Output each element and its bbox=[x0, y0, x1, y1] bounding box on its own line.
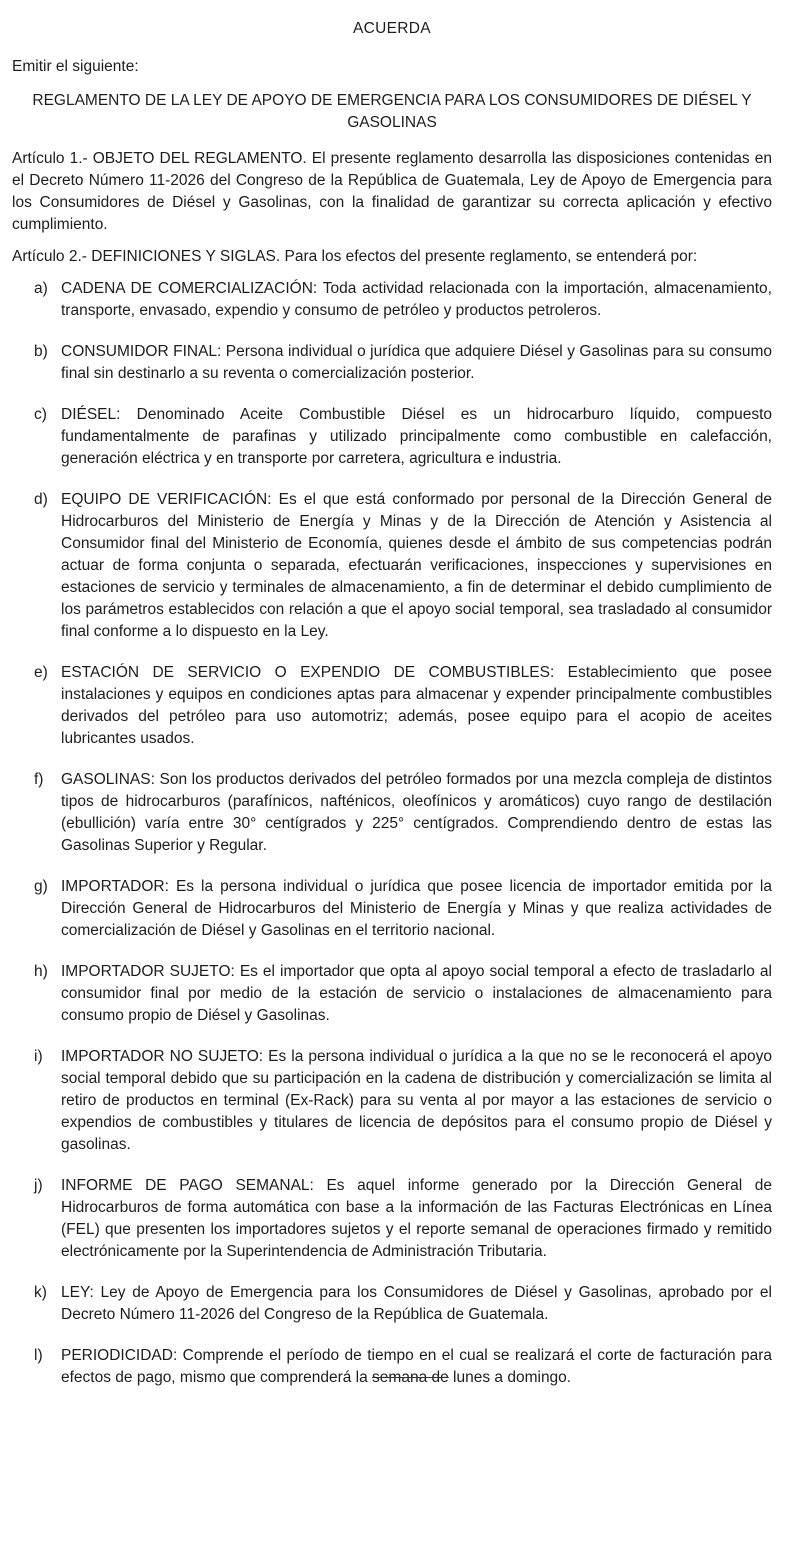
definition-text-before: Comprende el período de tiempo en el cual se realizará el corte de facturación para efectos de pago, mismo que comprenderá la bbox=[61, 1347, 772, 1386]
document-heading: ACUERDA bbox=[353, 20, 431, 37]
definition-marker: f) bbox=[34, 771, 44, 788]
article-2-label: Artículo 2.- DEFINICIONES Y SIGLAS. bbox=[12, 248, 281, 265]
definition-text: Es el importador que opta al apoyo social temporal a efecto de trasladarlo al consumidor final por medio de la estación de servicio o instalaciones de almacenamiento para consumo propio de Diésel y Gasolinas. bbox=[61, 963, 772, 1024]
definition-term: CADENA DE COMERCIALIZACIÓN: bbox=[61, 280, 318, 297]
definition-term: IMPORTADOR SUJETO: bbox=[61, 963, 235, 980]
definition-text: Establecimiento que posee instalaciones y equipos en condiciones aptas para almacenar y expender principalmente combustibles derivados del petróleo para uso automotriz; además, posee equipo para el acopio de aceites lubricantes usados. bbox=[61, 664, 773, 747]
definition-item-b bbox=[12, 341, 772, 385]
definitions-list bbox=[12, 278, 772, 1389]
article-1 bbox=[12, 148, 772, 236]
definition-item-e bbox=[12, 662, 772, 750]
intro-line: Emitir el siguiente: bbox=[12, 58, 139, 75]
definition-text-after: lunes a domingo. bbox=[448, 1369, 572, 1386]
definition-marker: j) bbox=[34, 1177, 43, 1194]
definition-marker: l) bbox=[34, 1347, 43, 1364]
definition-text: Es el que está conformado por personal de la Dirección General de Hidrocarburos del Ministerio de Energía y Minas y de la Dirección de Atención y Asistencia al Consumidor final del Ministerio de Economía, quienes desde el ámbito de sus competencias podrán actuar de forma conjunta o separada, efectuarán verificaciones, inspecciones y supervisiones en estaciones de servicio y terminales de almacenamiento, a fin de determinar el debido cumplimiento de los parámetros establecidos con relación a que el apoyo social temporal, sea trasladado al consumidor final conforme a lo dispuesto en la Ley. bbox=[61, 491, 772, 640]
definition-item-l bbox=[12, 1345, 772, 1389]
article-1-text: El presente reglamento desarrolla las disposiciones contenidas en el Decreto Número 11-2026 del Congreso de la República de Guatemala, Ley de Apoyo de Emergencia para los Consumidores de Diésel y Gasolinas, con la finalidad de garantizar su correcta aplicación y efectivo cumplimiento. bbox=[12, 150, 772, 233]
definition-term: CONSUMIDOR FINAL: bbox=[61, 343, 222, 360]
definition-text: Persona individual o jurídica que adquiere Diésel y Gasolinas para su consumo final sin destinarlo a su reventa o comercialización posterior. bbox=[61, 343, 773, 382]
definition-item-g bbox=[12, 876, 772, 942]
regulation-title: REGLAMENTO DE LA LEY DE APOYO DE EMERGENCIA PARA LOS CONSUMIDORES DE DIÉSEL Y GASOLINAS bbox=[32, 92, 752, 131]
definition-item-h bbox=[12, 961, 772, 1027]
definition-item-i bbox=[12, 1046, 772, 1156]
definition-term: EQUIPO DE VERIFICACIÓN: bbox=[61, 491, 272, 508]
definition-marker: i) bbox=[34, 1048, 43, 1065]
definition-marker: h) bbox=[34, 963, 48, 980]
definition-item-d bbox=[12, 489, 772, 643]
definition-term: LEY: bbox=[61, 1284, 94, 1301]
struck-text: semana de bbox=[372, 1369, 449, 1386]
definition-term: ESTACIÓN DE SERVICIO O EXPENDIO DE COMBUSTIBLES: bbox=[61, 664, 555, 681]
definition-term: IMPORTADOR NO SUJETO: bbox=[61, 1048, 264, 1065]
definition-text: Es la persona individual o jurídica que posee licencia de importador emitida por la Dirección General de Hidrocarburos del Ministerio de Energía y Minas y que realiza actividades de comercialización de Diésel y Gasolinas en el territorio nacional. bbox=[61, 878, 772, 939]
definition-marker: g) bbox=[34, 878, 48, 895]
definition-term: PERIODICIDAD: bbox=[61, 1347, 178, 1364]
definition-item-f bbox=[12, 769, 772, 857]
article-2 bbox=[12, 246, 772, 268]
definition-marker: c) bbox=[34, 406, 47, 423]
definition-text: Es aquel informe generado por la Dirección General de Hidrocarburos de forma automática con base a la información de las Facturas Electrónicas en Línea (FEL) que presenten los importadores sujetos y el reporte semanal de operaciones firmado y remitido electrónicamente por la Superintendencia de Administración Tributaria. bbox=[61, 1177, 772, 1260]
definition-item-k bbox=[12, 1282, 772, 1326]
definition-marker: b) bbox=[34, 343, 48, 360]
definition-term: IMPORTADOR: bbox=[61, 878, 169, 895]
definition-item-j bbox=[12, 1175, 772, 1263]
definition-item-a bbox=[12, 278, 772, 322]
definition-text: Denominado Aceite Combustible Diésel es un hidrocarburo líquido, compuesto fundamentalmente de parafinas y utilizado principalmente como combustible en calefacción, generación eléctrica y en transporte por carretera, agricultura e industria. bbox=[61, 406, 772, 467]
definition-term: DIÉSEL: bbox=[61, 406, 121, 423]
definition-marker: a) bbox=[34, 280, 48, 297]
definition-term: INFORME DE PAGO SEMANAL: bbox=[61, 1177, 314, 1194]
definition-text: Ley de Apoyo de Emergencia para los Consumidores de Diésel y Gasolinas, aprobado por el Decreto Número 11-2026 del Congreso de la República de Guatemala. bbox=[61, 1284, 772, 1323]
article-1-label: Artículo 1.- OBJETO DEL REGLAMENTO. bbox=[12, 150, 307, 167]
definition-text: Es la persona individual o jurídica a la que no se le reconocerá el apoyo social temporal debido que su participación en la cadena de distribución y comercialización se limita al retiro de productos en terminal (Ex-Rack) para su venta al por mayor a las estaciones de servicio o expendios de combustibles y titulares de licencia de depósitos para el consumo propio de Diésel y gasolinas. bbox=[61, 1048, 772, 1153]
definition-item-c bbox=[12, 404, 772, 470]
definition-marker: d) bbox=[34, 491, 48, 508]
definition-term: GASOLINAS: bbox=[61, 771, 155, 788]
definition-text: Son los productos derivados del petróleo formados por una mezcla compleja de distintos tipos de hidrocarburos (parafínicos, nafténicos, oleofínicos y aromáticos) cuyo rango de destilación (ebullición) varía entre 30° centígrados y 225° centígrados. Comprendiendo dentro de estas las Gasolinas Superior y Regular. bbox=[61, 771, 772, 854]
definition-marker: e) bbox=[34, 664, 48, 681]
definition-text: Toda actividad relacionada con la importación, almacenamiento, transporte, envasado, expendio y consumo de petróleo y productos petroleros. bbox=[61, 280, 772, 319]
article-2-text: Para los efectos del presente reglamento, se entenderá por: bbox=[280, 248, 698, 265]
definition-marker: k) bbox=[34, 1284, 47, 1301]
